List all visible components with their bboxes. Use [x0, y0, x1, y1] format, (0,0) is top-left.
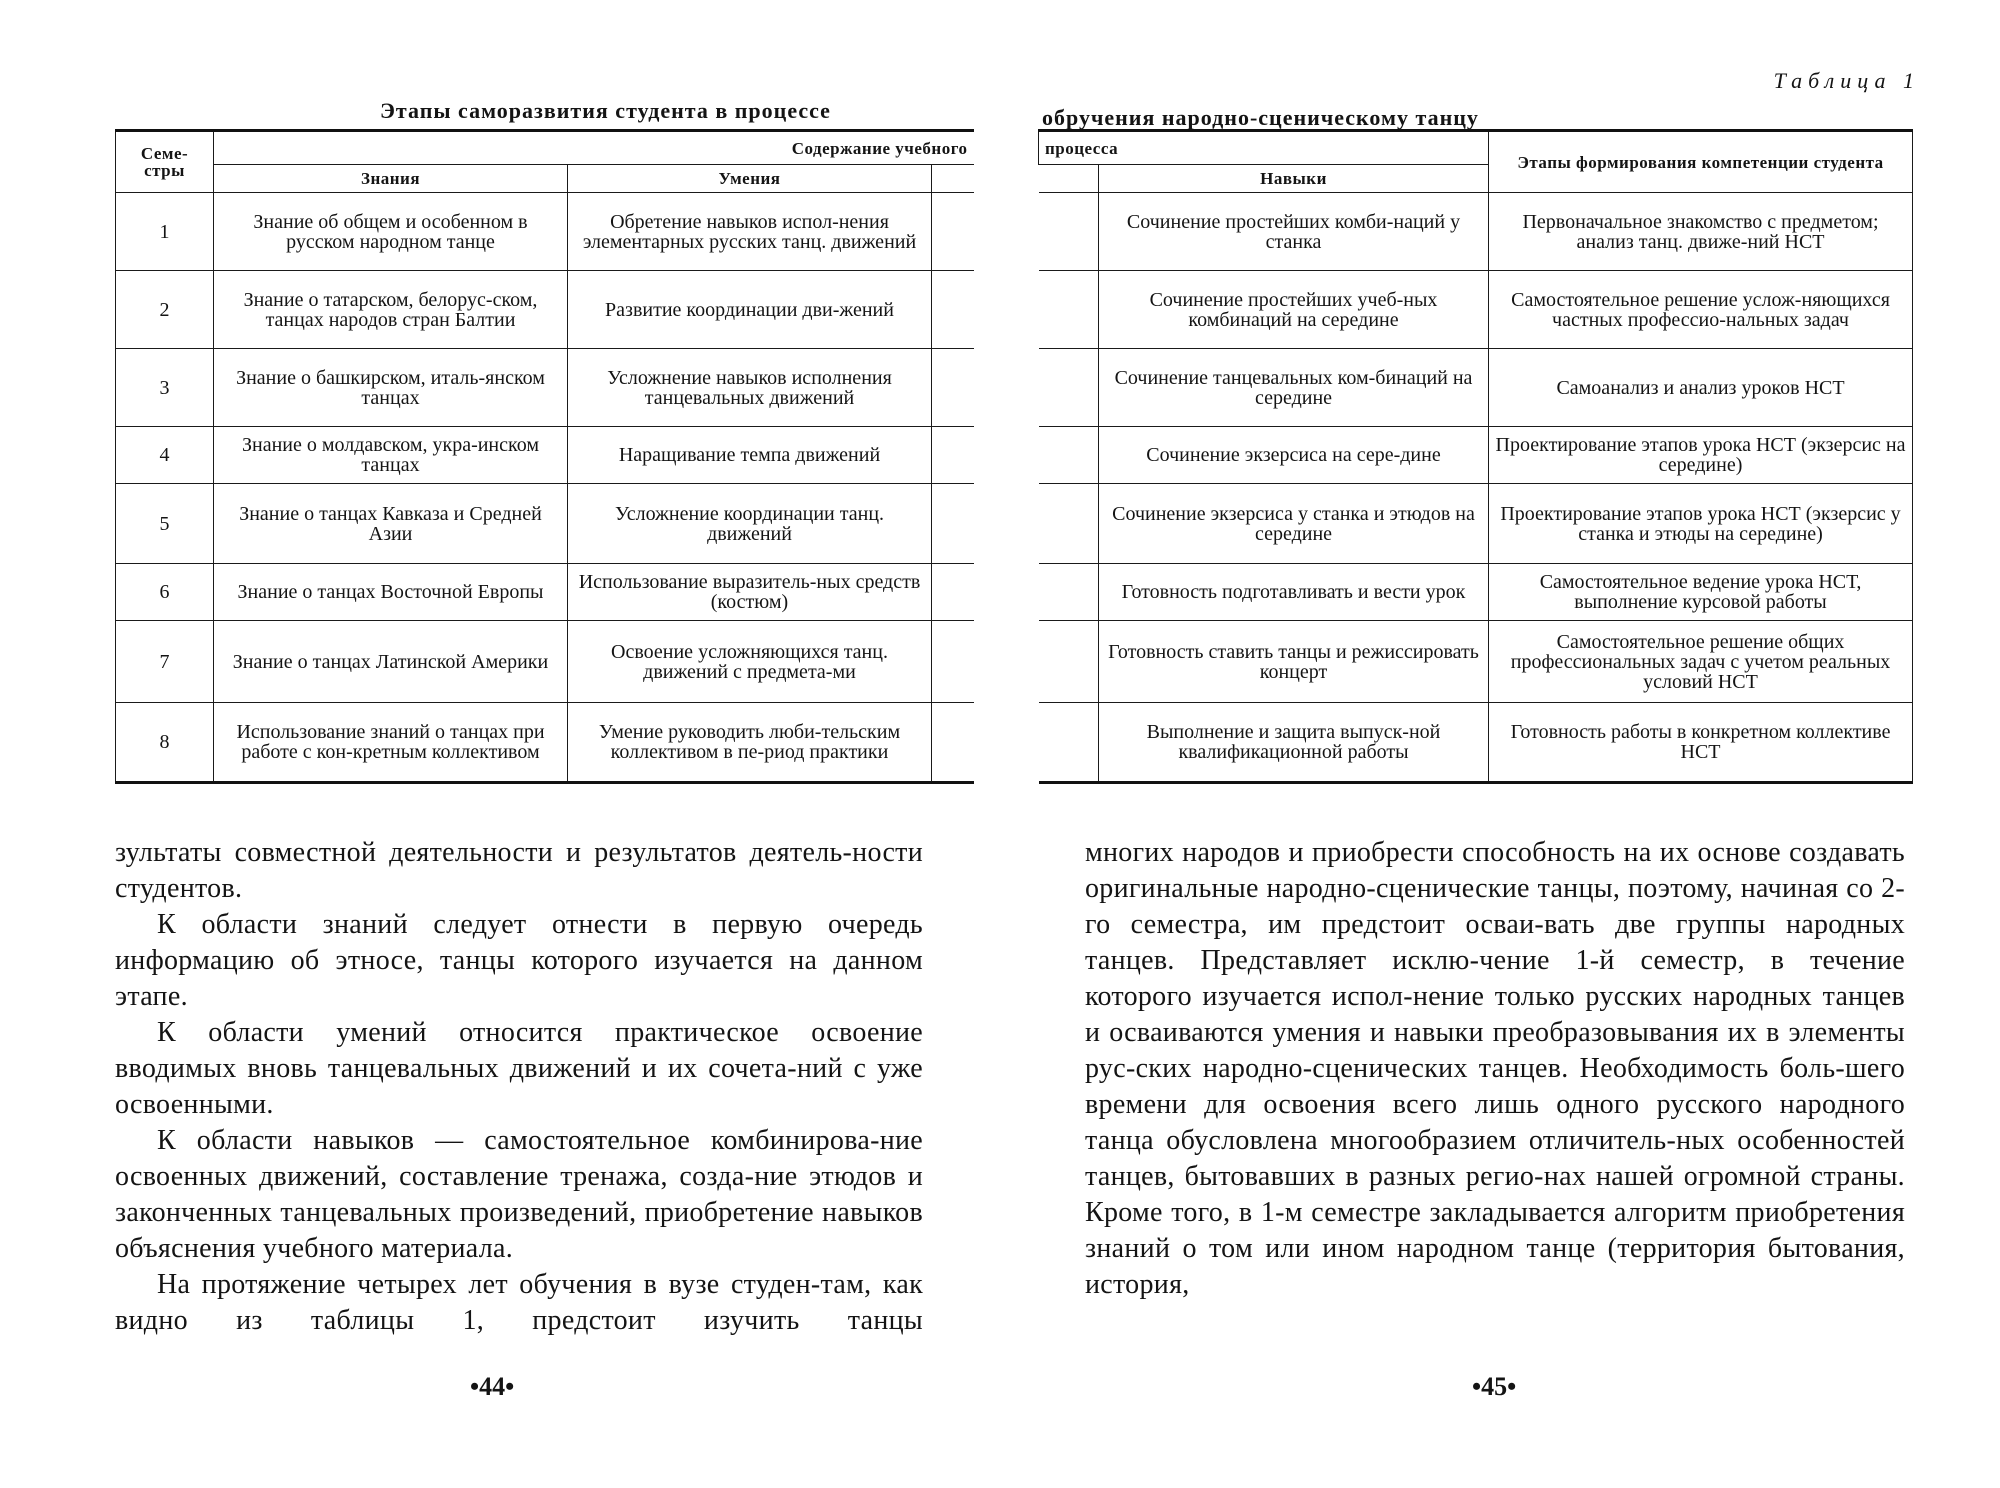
- row-number: 7: [116, 621, 214, 703]
- table-row: [1039, 427, 1913, 484]
- table-row: [1039, 193, 1913, 271]
- table-row: [1039, 703, 1913, 783]
- cell-blank: [1039, 484, 1099, 564]
- header-stages: Этапы формирования компетенции студента: [1489, 131, 1913, 193]
- cell-cut: [932, 193, 974, 271]
- table-row: [1039, 621, 1913, 703]
- table-row: [1039, 349, 1913, 427]
- cell-blank: [1039, 427, 1099, 484]
- row-number: 6: [116, 564, 214, 621]
- table-row: [116, 703, 974, 783]
- cell-knowledge: Знание о башкирском, италь-янском танцах: [214, 349, 568, 427]
- header-semesters: Семе- стры: [116, 131, 214, 193]
- header-process-group: процесса: [1039, 131, 1489, 165]
- row-number: 5: [116, 484, 214, 564]
- table-label: Таблица 1: [1773, 68, 1920, 93]
- header-cut: [932, 165, 974, 193]
- cell-stages: Проектирование этапов урока НСТ (экзерсис на середине): [1489, 427, 1913, 484]
- table-row: [116, 621, 974, 703]
- table-row: [116, 193, 974, 271]
- cell-skills: Усложнение навыков исполнения танцевальных движений: [568, 349, 932, 427]
- cell-cut: [932, 564, 974, 621]
- cell-skills: Развитие координации дви-жений: [568, 271, 932, 349]
- cell-blank: [1039, 271, 1099, 349]
- paragraph: К области умений относится практическое освоение вводимых вновь танцевальных движений и их сочета-ний с уже освоенными.: [115, 1017, 923, 1120]
- cell-cut: [932, 703, 974, 783]
- cell-habits: Готовность ставить танцы и режиссировать концерт: [1099, 621, 1489, 703]
- cell-skills: Освоение усложняющихся танц. движений с предмета-ми: [568, 621, 932, 703]
- cell-skills: Обретение навыков испол-нения элементарных русских танц. движений: [568, 193, 932, 271]
- cell-habits: Сочинение простейших комби-наций у станка: [1099, 193, 1489, 271]
- right-table: [1038, 129, 1913, 784]
- cell-knowledge: Знание о татарском, белорус-ском, танцах народов стран Балтии: [214, 271, 568, 349]
- cell-blank: [1039, 564, 1099, 621]
- page-number: •45•: [1472, 1372, 1517, 1401]
- header-habits: Навыки: [1099, 165, 1489, 193]
- cell-blank: [1039, 621, 1099, 703]
- row-number: 1: [116, 193, 214, 271]
- paragraph: На протяжение четырех лет обучения в вузе студен-там, как видно из таблицы 1, предстоит изучить танцы: [115, 1269, 923, 1336]
- paragraph: зультаты совместной деятельности и результатов деятель-ности студентов.: [115, 837, 923, 904]
- table-row: [116, 349, 974, 427]
- cell-skills: Наращивание темпа движений: [568, 427, 932, 484]
- cell-skills: Усложнение координации танц. движений: [568, 484, 932, 564]
- cell-habits: Сочинение танцевальных ком-бинаций на середине: [1099, 349, 1489, 427]
- cell-habits: Выполнение и защита выпуск-ной квалификационной работы: [1099, 703, 1489, 783]
- cell-stages: Готовность работы в конкретном коллективе НСТ: [1489, 703, 1913, 783]
- cell-knowledge: Знание о танцах Латинской Америки: [214, 621, 568, 703]
- cell-knowledge: Использование знаний о танцах при работе с кон-кретным коллективом: [214, 703, 568, 783]
- cell-blank: [1039, 193, 1099, 271]
- cell-stages: Самостоятельное решение услож-няющихся частных профессио-нальных задач: [1489, 271, 1913, 349]
- cell-knowledge: Знание о молдавском, укра-инском танцах: [214, 427, 568, 484]
- row-number: 2: [116, 271, 214, 349]
- cell-cut: [932, 484, 974, 564]
- cell-stages: Самостоятельное решение общих профессиональных задач с учетом реальных условий НСТ: [1489, 621, 1913, 703]
- cell-blank: [1039, 349, 1099, 427]
- paragraph: К области навыков — самостоятельное комбинирова-ние освоенных движений, составление тренажа, созда-ние этюдов и законченных танцевальных произведений, приобретение навыков объяснения учебного материала.: [115, 1125, 923, 1264]
- cell-stages: Самоанализ и анализ уроков НСТ: [1489, 349, 1913, 427]
- row-number: 3: [116, 349, 214, 427]
- cell-habits: Сочинение простейших учеб-ных комбинаций на середине: [1099, 271, 1489, 349]
- cell-stages: Проектирование этапов урока НСТ (экзерсис у станка и этюды на середине): [1489, 484, 1913, 564]
- body-text-left: [115, 835, 923, 1339]
- left-table: [115, 129, 974, 784]
- table-title-left: Этапы саморазвития студента в процессе: [380, 98, 831, 123]
- paragraph: К области знаний следует отнести в первую очередь информацию об этносе, танцы которого изучается на данном этапе.: [115, 909, 923, 1012]
- header-blank: [1039, 165, 1099, 193]
- cell-knowledge: Знание о танцах Восточной Европы: [214, 564, 568, 621]
- table-row: [116, 564, 974, 621]
- cell-cut: [932, 349, 974, 427]
- right-page: [1000, 0, 2000, 1488]
- cell-knowledge: Знание о танцах Кавказа и Средней Азии: [214, 484, 568, 564]
- cell-cut: [932, 621, 974, 703]
- table-row: [116, 484, 974, 564]
- cell-habits: Сочинение экзерсиса на сере-дине: [1099, 427, 1489, 484]
- page-number: •44•: [470, 1372, 515, 1401]
- cell-blank: [1039, 703, 1099, 783]
- header-skills: Умения: [568, 165, 932, 193]
- header-content-group: Содержание учебного: [214, 131, 974, 165]
- row-number: 4: [116, 427, 214, 484]
- table-row: [116, 427, 974, 484]
- table-row: [1039, 271, 1913, 349]
- cell-habits: Сочинение экзерсиса у станка и этюдов на середине: [1099, 484, 1489, 564]
- body-text-right: [1085, 835, 1905, 1303]
- cell-stages: Самостоятельное ведение урока НСТ, выполнение курсовой работы: [1489, 564, 1913, 621]
- cell-cut: [932, 427, 974, 484]
- cell-stages: Первоначальное знакомство с предметом; анализ танц. движе-ний НСТ: [1489, 193, 1913, 271]
- table-row: [116, 271, 974, 349]
- table-title-right: обручения народно-сценическому танцу: [1042, 105, 1479, 130]
- cell-skills: Умение руководить люби-тельским коллективом в пе-риод практики: [568, 703, 932, 783]
- table-row: [1039, 484, 1913, 564]
- cell-habits: Готовность подготавливать и вести урок: [1099, 564, 1489, 621]
- table-row: [1039, 564, 1913, 621]
- cell-cut: [932, 271, 974, 349]
- cell-knowledge: Знание об общем и особенном в русском народном танце: [214, 193, 568, 271]
- row-number: 8: [116, 703, 214, 783]
- paragraph: многих народов и приобрести способность на их основе создавать оригинальные народно-сценические танцы, поэтому, начиная со 2-го семестра, им предстоит осваи-вать две группы народных танцев. Представляет исклю-чение 1-й семестр, в течение которого изучается испол-нение только русских народных танцев и осваиваются умения и навыки преобразовывания их в элементы рус-ских народно-сценических танцев. Необходимость боль-шего времени для освоения всего лишь одного русского народного танца обусловлена многообразием отличитель-ных особенностей танцев, бытовавших в разных регио-нах нашей огромной страны. Кроме того, в 1-м семестре закладывается алгоритм приобретения знаний о том или ином народном танце (территория бытования, история,: [1085, 837, 1905, 1300]
- header-knowledge: Знания: [214, 165, 568, 193]
- cell-skills: Использование выразитель-ных средств (костюм): [568, 564, 932, 621]
